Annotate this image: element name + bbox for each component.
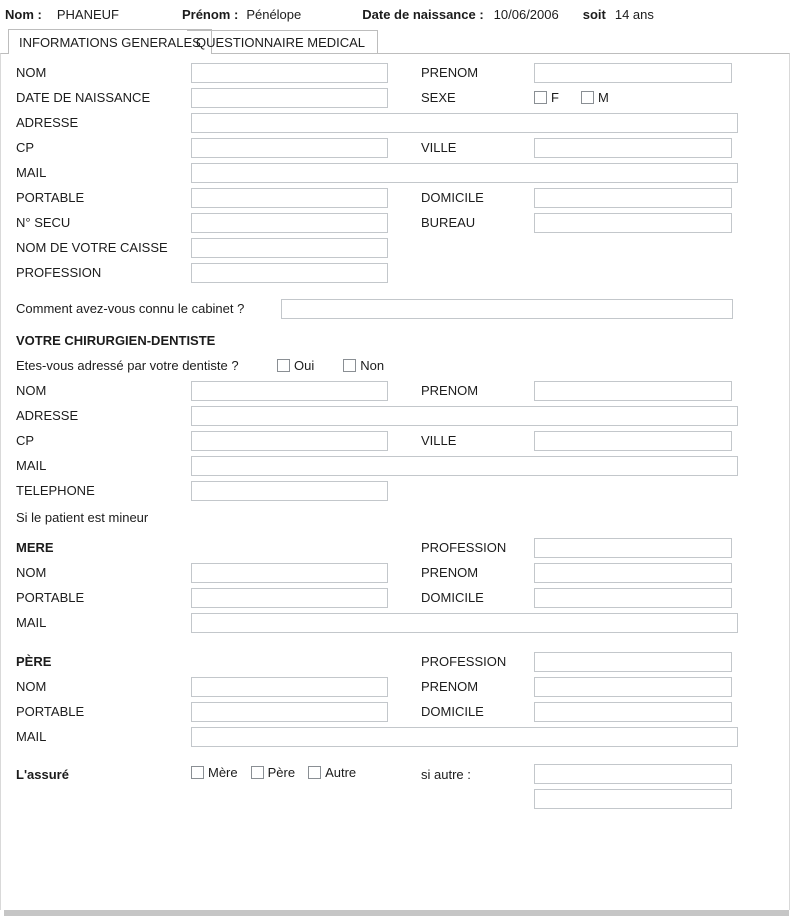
patient-cp-label: CP (16, 140, 35, 155)
patient-summary-header (0, 0, 790, 29)
mineur-intro-label: Si le patient est mineur (16, 510, 149, 525)
sexe-f-checkbox[interactable] (534, 91, 547, 104)
patient-dob-label: DATE DE NAISSANCE (16, 90, 151, 105)
mere-profession-label: PROFESSION (421, 540, 507, 555)
patient-adresse-label: ADRESSE (16, 115, 79, 130)
dentiste-cp-label: CP (16, 433, 35, 448)
dentiste-telephone-label: TELEPHONE (16, 483, 95, 498)
mere-profession-input[interactable] (534, 538, 732, 558)
mere-prenom-input[interactable] (534, 563, 732, 583)
patient-profession-input[interactable] (191, 263, 388, 283)
header-nom-value: PHANEUF (56, 7, 119, 22)
mere-nom-label: NOM (16, 565, 47, 580)
pere-nom-label: NOM (16, 679, 47, 694)
dentiste-mail-label: MAIL (16, 458, 47, 473)
patient-cp-input[interactable] (191, 138, 388, 158)
mere-prenom-label: PRENOM (421, 565, 479, 580)
pere-domicile-label: DOMICILE (421, 704, 484, 719)
patient-portable-label: PORTABLE (16, 190, 85, 205)
bottom-border-bar (4, 910, 789, 916)
tab-informations-generales[interactable]: INFORMATIONS GENERALES (8, 29, 212, 54)
mere-domicile-label: DOMICILE (421, 590, 484, 605)
header-prenom-value: Pénélope (246, 7, 302, 22)
pere-prenom-input[interactable] (534, 677, 732, 697)
dentiste-question-label: Etes-vous adressé par votre dentiste ? (16, 358, 239, 373)
dentiste-non-checkbox[interactable] (343, 359, 356, 372)
pere-section-title: PÈRE (16, 654, 52, 669)
patient-adresse-input[interactable] (191, 113, 738, 133)
assure-autre-label: Autre (325, 765, 357, 780)
header-nom-label: Nom : (5, 7, 42, 22)
header-dob-value: 10/06/2006 (493, 7, 559, 22)
patient-secu-input[interactable] (191, 213, 388, 233)
sexe-m-label: M (597, 90, 609, 105)
patient-prenom-label: PRENOM (421, 65, 479, 80)
cabinet-question-input[interactable] (281, 299, 733, 319)
header-dob-label: Date de naissance : (362, 7, 484, 22)
patient-sexe-label: SEXE (421, 90, 456, 105)
pere-portable-input[interactable] (191, 702, 388, 722)
dentiste-adresse-label: ADRESSE (16, 408, 79, 423)
tab-questionnaire-medical[interactable]: QUESTIONNAIRE MEDICAL (187, 30, 378, 53)
pere-portable-label: PORTABLE (16, 704, 85, 719)
patient-mail-input[interactable] (191, 163, 738, 183)
dentiste-oui-checkbox[interactable] (277, 359, 290, 372)
patient-prenom-input[interactable] (534, 63, 732, 83)
dentiste-nom-input[interactable] (191, 381, 388, 401)
header-soit-label: soit (582, 7, 606, 22)
informations-generales-panel (0, 53, 790, 910)
patient-secu-label: N° SECU (16, 215, 71, 230)
patient-ville-input[interactable] (534, 138, 732, 158)
assure-autre-input-1[interactable] (534, 764, 732, 784)
patient-nom-input[interactable] (191, 63, 388, 83)
patient-domicile-label: DOMICILE (421, 190, 484, 205)
assure-pere-checkbox[interactable] (251, 766, 264, 779)
dentiste-nom-label: NOM (16, 383, 47, 398)
dentiste-telephone-input[interactable] (191, 481, 388, 501)
dentiste-non-label: Non (360, 358, 385, 373)
pere-prenom-label: PRENOM (421, 679, 479, 694)
patient-nom-label: NOM (16, 65, 47, 80)
dentiste-ville-input[interactable] (534, 431, 732, 451)
assure-autre-checkbox[interactable] (308, 766, 321, 779)
patient-mail-label: MAIL (16, 165, 47, 180)
assure-mere-label: Mère (208, 765, 238, 780)
sexe-m-checkbox[interactable] (581, 91, 594, 104)
patient-portable-input[interactable] (191, 188, 388, 208)
pere-nom-input[interactable] (191, 677, 388, 697)
assure-si-autre-label: si autre : (421, 767, 471, 782)
dentiste-section-title: VOTRE CHIRURGIEN-DENTISTE (16, 333, 216, 348)
mere-nom-input[interactable] (191, 563, 388, 583)
patient-profession-label: PROFESSION (16, 265, 102, 280)
pere-mail-label: MAIL (16, 729, 47, 744)
pere-domicile-input[interactable] (534, 702, 732, 722)
dentiste-prenom-input[interactable] (534, 381, 732, 401)
dentiste-mail-input[interactable] (191, 456, 738, 476)
pere-profession-label: PROFESSION (421, 654, 507, 669)
dentiste-ville-label: VILLE (421, 433, 457, 448)
assure-mere-checkbox[interactable] (191, 766, 204, 779)
assure-pere-label: Père (267, 765, 296, 780)
patient-ville-label: VILLE (421, 140, 457, 155)
mere-domicile-input[interactable] (534, 588, 732, 608)
header-prenom-label: Prénom : (181, 7, 239, 22)
mere-portable-input[interactable] (191, 588, 388, 608)
mere-portable-label: PORTABLE (16, 590, 85, 605)
mere-mail-input[interactable] (191, 613, 738, 633)
mere-mail-label: MAIL (16, 615, 47, 630)
pere-mail-input[interactable] (191, 727, 738, 747)
assure-section-title: L'assuré (16, 767, 69, 782)
assure-autre-input-2[interactable] (534, 789, 732, 809)
dentiste-oui-label: Oui (294, 358, 315, 373)
pere-profession-input[interactable] (534, 652, 732, 672)
dentiste-adresse-input[interactable] (191, 406, 738, 426)
cabinet-question-label: Comment avez-vous connu le cabinet ? (16, 301, 245, 316)
patient-bureau-label: BUREAU (421, 215, 476, 230)
patient-bureau-input[interactable] (534, 213, 732, 233)
sexe-f-label: F (551, 90, 559, 105)
dentiste-cp-input[interactable] (191, 431, 388, 451)
patient-domicile-input[interactable] (534, 188, 732, 208)
patient-dob-input[interactable] (191, 88, 388, 108)
patient-caisse-input[interactable] (191, 238, 388, 258)
dentiste-prenom-label: PRENOM (421, 383, 479, 398)
tab-bar (0, 29, 790, 53)
header-age-value: 14 ans (614, 7, 654, 22)
mere-section-title: MERE (16, 540, 54, 555)
patient-caisse-label: NOM DE VOTRE CAISSE (16, 240, 168, 255)
